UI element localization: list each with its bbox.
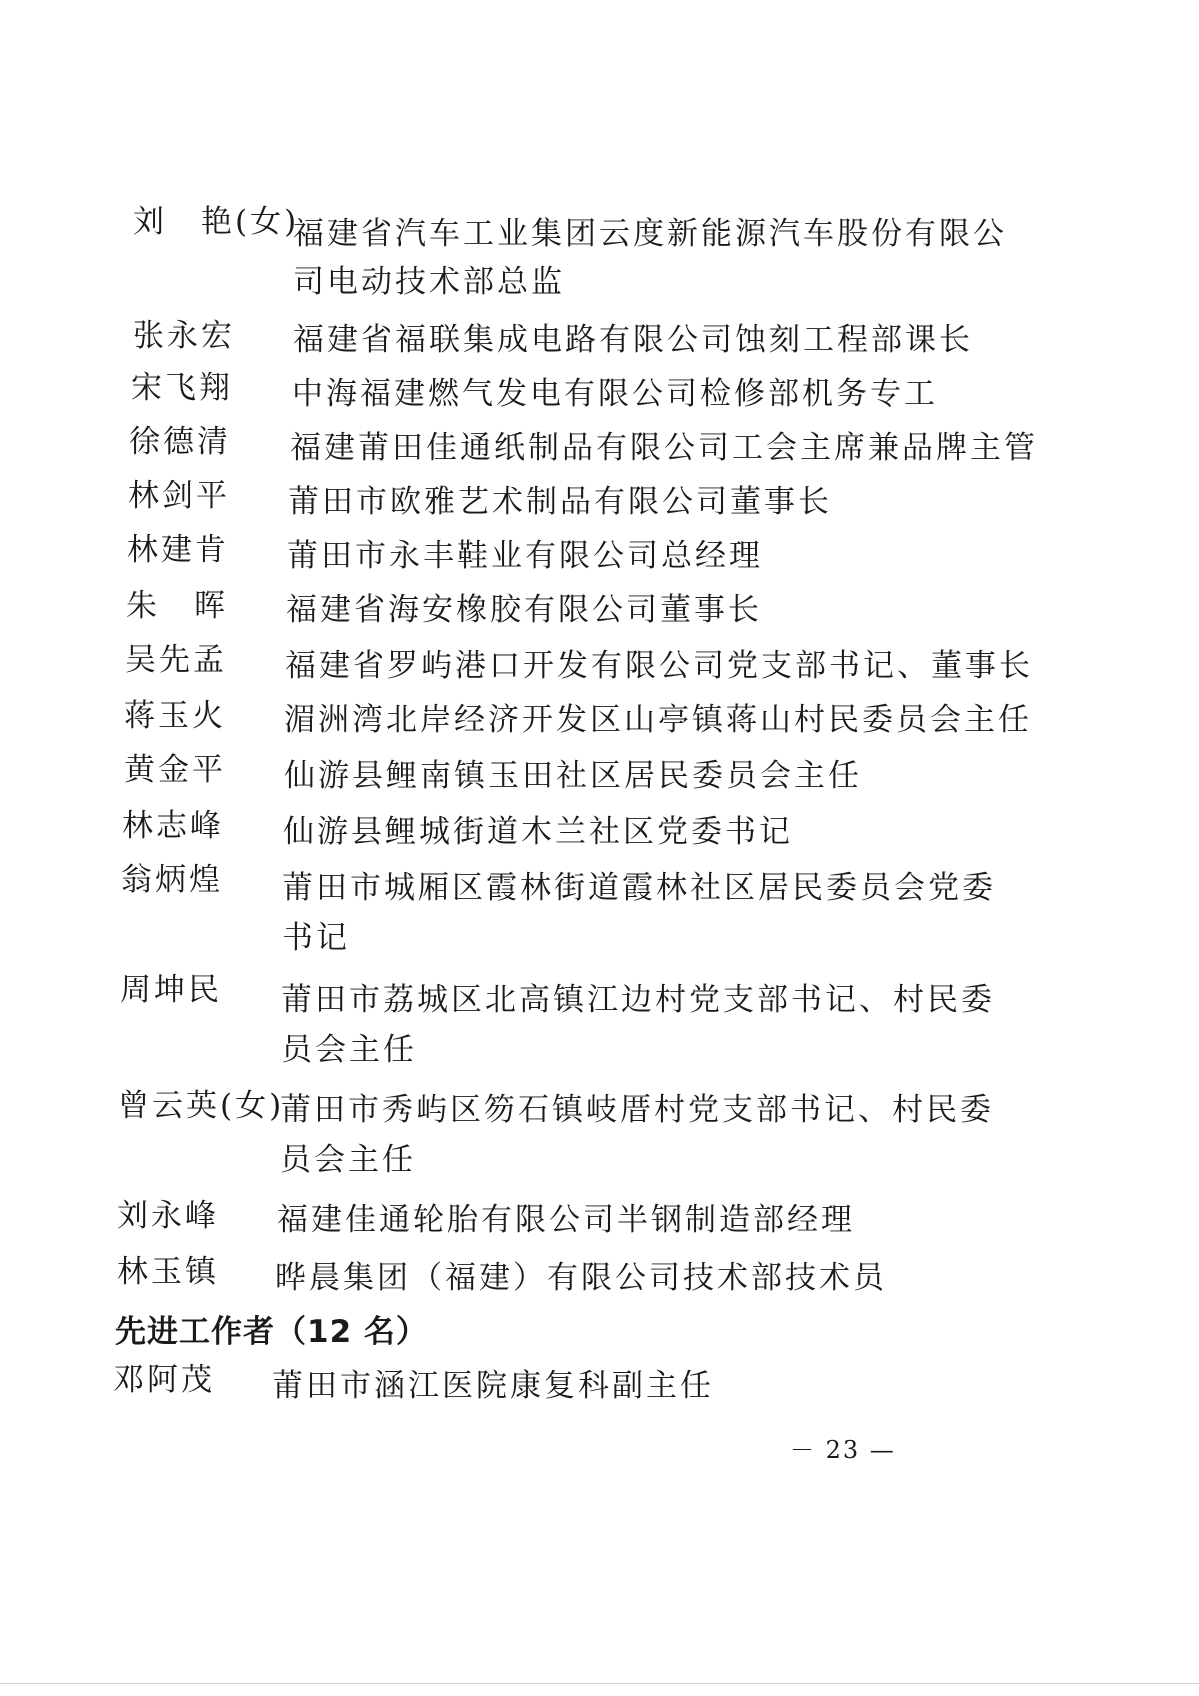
person-title: 晔晨集团（福建）有限公司技术部技术员 [275,1260,887,1296]
person-name: 周坤民 [120,972,222,1008]
person-title: 莆田市欧雅艺术制品有限公司董事长 [288,484,832,520]
person-title: 福建省汽车工业集团云度新能源汽车股份有限公 [293,216,1007,252]
person-name: 刘 艳(女) [133,204,300,240]
person-title: 湄洲湾北岸经济开发区山亭镇蒋山村民委员会主任 [284,702,1032,738]
person-name: 宋飞翔 [131,370,233,406]
person-title: 莆田市涵江医院康复科副主任 [272,1368,714,1404]
person-name: 林建肯 [127,532,229,568]
section-heading: 先进工作者（12 名） [115,1314,428,1350]
person-name: 翁炳煌 [121,862,223,898]
person-title-continued: 书记 [282,920,350,956]
person-name: 刘永峰 [117,1198,219,1234]
person-title: 莆田市永丰鞋业有限公司总经理 [287,538,763,574]
person-name: 蒋玉火 [124,698,226,734]
person-title: 莆田市城厢区霞林街道霞林社区居民委员会党委 [282,870,996,906]
person-name: 林剑平 [128,478,230,514]
person-name: 曾云英(女) [118,1088,285,1124]
person-title-continued: 司电动技术部总监 [293,264,565,300]
person-name: 朱 晖 [126,588,228,624]
person-title: 莆田市荔城区北高镇江边村党支部书记、村民委 [281,982,995,1018]
person-title: 仙游县鲤城街道木兰社区党委书记 [283,814,793,850]
person-name: 吴先孟 [125,642,227,678]
page-number: － 23 — [790,1436,896,1464]
person-title: 福建莆田佳通纸制品有限公司工会主席兼品牌主管 [290,430,1038,466]
person-title: 福建省海安橡胶有限公司董事长 [286,592,762,628]
scan-edge-divider [0,1683,1199,1684]
person-title-continued: 员会主任 [280,1142,416,1178]
person-title: 仙游县鲤南镇玉田社区居民委员会主任 [284,758,862,794]
person-title: 福建省罗屿港口开发有限公司党支部书记、董事长 [285,648,1033,684]
person-name: 林玉镇 [117,1254,219,1290]
person-name: 徐德清 [129,424,231,460]
person-title: 莆田市秀屿区笏石镇岐厝村党支部书记、村民委 [280,1092,994,1128]
person-title: 福建佳通轮胎有限公司半钢制造部经理 [277,1202,855,1238]
person-name: 林志峰 [122,808,224,844]
person-title-continued: 员会主任 [281,1032,417,1068]
person-name: 邓阿茂 [113,1362,215,1398]
person-name: 张永宏 [133,318,235,354]
person-title: 福建省福联集成电路有限公司蚀刻工程部课长 [293,322,973,358]
person-name: 黄金平 [124,752,226,788]
person-title: 中海福建燃气发电有限公司检修部机务专工 [292,376,938,412]
